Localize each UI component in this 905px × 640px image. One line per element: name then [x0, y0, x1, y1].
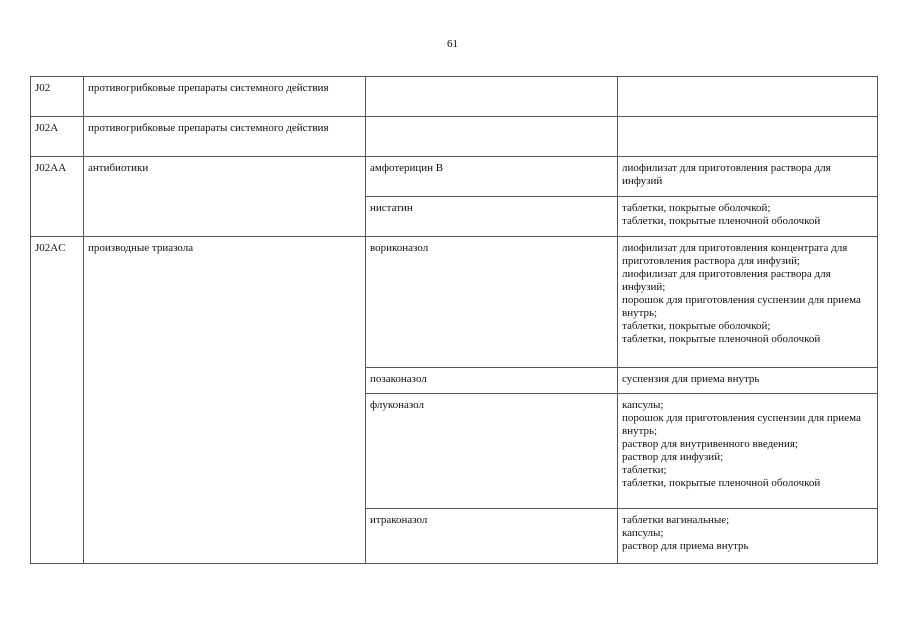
drug-name-cell: флуконазол: [366, 394, 618, 509]
dosage-form-cell: [618, 77, 878, 117]
dosage-form-cell: таблетки вагинальные; капсулы; раствор для приема внутрь: [618, 509, 878, 564]
atc-code-cell: J02A: [31, 117, 84, 157]
atc-code-cell: J02: [31, 77, 84, 117]
group-cell: производные триазола: [84, 237, 366, 564]
dosage-form-cell: капсулы; порошок для приготовления суспензии для приема внутрь; раствор для внутривенного введения; раствор для инфузий; таблетки; таблетки, покрытые пленочной оболочкой: [618, 394, 878, 509]
drug-name-cell: нистатин: [366, 197, 618, 237]
dosage-form-cell: таблетки, покрытые оболочкой; таблетки, покрытые пленочной оболочкой: [618, 197, 878, 237]
atc-code-cell: J02AC: [31, 237, 84, 564]
dosage-form-cell: лиофилизат для приготовления концентрата для приготовления раствора для инфузий; лиофилизат для приготовления раствора для инфузий; порошок для приготовления суспензии для приема внутрь; таблетки, покрытые оболочкой; таблетки, покрытые пленочной оболочкой: [618, 237, 878, 368]
atc-code-cell: J02AA: [31, 157, 84, 237]
table-row: [31, 77, 878, 117]
dosage-form-cell: [618, 117, 878, 157]
drug-name-cell: [366, 117, 618, 157]
group-cell: противогрибковые препараты системного действия: [84, 77, 366, 117]
drug-name-cell: [366, 77, 618, 117]
drug-name-cell: позаконазол: [366, 368, 618, 394]
drug-name-cell: амфотерицин В: [366, 157, 618, 197]
drug-name-cell: итраконазол: [366, 509, 618, 564]
group-cell: антибиотики: [84, 157, 366, 237]
table-row: [31, 157, 878, 197]
dosage-form-cell: лиофилизат для приготовления раствора для инфузий: [618, 157, 878, 197]
drug-name-cell: вориконазол: [366, 237, 618, 368]
page-number: 61: [447, 38, 458, 50]
table-row: [31, 117, 878, 157]
group-cell: противогрибковые препараты системного действия: [84, 117, 366, 157]
medicines-table: [30, 76, 878, 564]
table-row: [31, 237, 878, 368]
dosage-form-cell: суспензия для приема внутрь: [618, 368, 878, 394]
